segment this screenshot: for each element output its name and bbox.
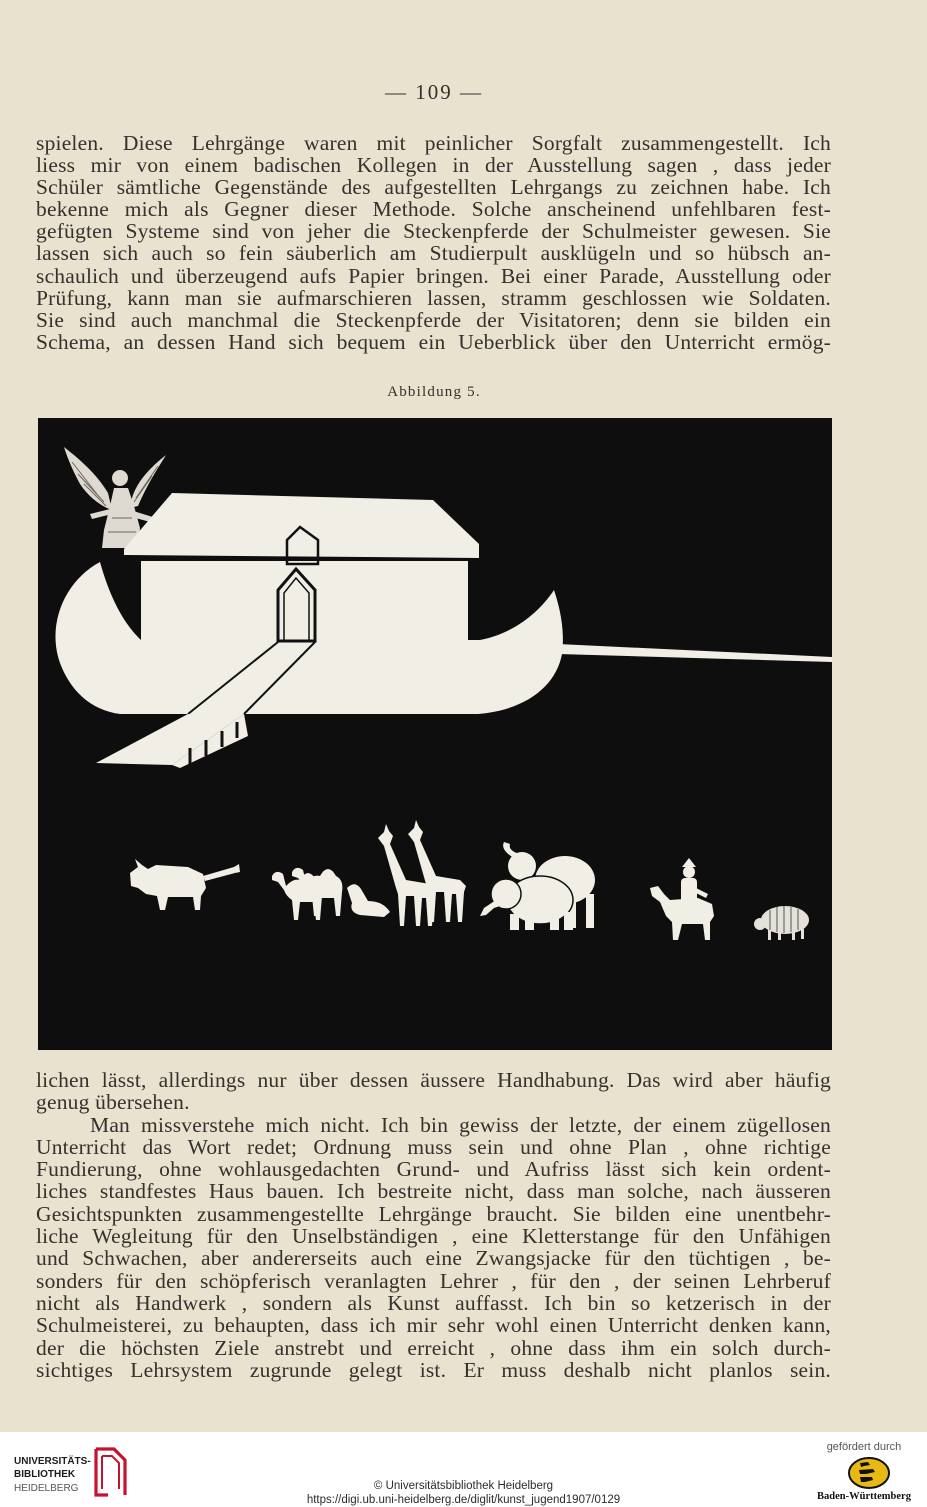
page-number: — 109 —	[385, 80, 483, 104]
text-line: sonders für den schöpferisch veranlagten Lehrer , für den , der seinen Lehrberuf	[36, 1268, 831, 1293]
text-line: Schema, an dessen Hand sich bequem ein Ueberblick über den Unterricht ermög-	[36, 329, 831, 354]
copyright-notice: © Universitätsbibliothek Heidelberg	[373, 1480, 554, 1492]
body-text-bottom	[36, 1069, 832, 1381]
text-line: Gesichtspunkten zusammengestellte Lehrgänge braucht. Sie bilden eine unentbehr-	[36, 1201, 831, 1226]
text-line: Prüfung, kann man sie aufmarschieren lassen, stramm geschlossen wie Soldaten.	[36, 285, 831, 310]
text-line: liches standfestes Haus bauen. Ich bestreite nicht, dass man solche, nach äusseren	[36, 1179, 831, 1204]
text-line: Man missverstehe mich nicht. Ich bin gewiss der letzte, der einem zügellosen	[90, 1112, 831, 1137]
text-line: schaulich und überzeugend aufs Papier bringen. Bei einer Parade, Ausstellung oder	[36, 263, 831, 288]
library-logo-line: HEIDELBERG	[14, 1483, 79, 1494]
text-line: spielen. Diese Lehrgänge waren mit peinlicher Sorgfalt zusammengestellt. Ich	[36, 131, 831, 155]
text-line: Schulmeisterei, zu behaupten, dass ich mir sehr wohl einen Unterricht denken kann,	[36, 1313, 831, 1338]
text-line: und Schwachen, aber andererseits auch eine Zwangsjacke für den tüchtigen , be-	[36, 1246, 831, 1271]
text-line: Schüler sämtliche Gegenstände des aufgestellten Lehrgangs zu zeichnen habe. Ich	[36, 175, 831, 200]
text-line: lassen sich auch so fein säuberlich am Studierpult ausklügeln und so hübsch an-	[36, 241, 831, 266]
text-line: Fundierung, ohne wohlausgedachten Grund- und Aufriss lässt sich kein ordent-	[36, 1157, 831, 1182]
source-url: https://digi.ub.uni-heidelberg.de/diglit/kunst_jugend1907/0129	[306, 1494, 621, 1506]
ark-roof	[124, 493, 479, 558]
body-text-top	[36, 132, 832, 353]
library-logo-line: UNIVERSITÄTS-	[14, 1456, 91, 1467]
text-line: genug übersehen.	[36, 1090, 190, 1115]
text-line: liess mir von einem badischen Kollegen in der Ausstellung sagen , dass jeder	[36, 153, 831, 178]
text-line: gefügten Systeme sind von jeher die Steckenpferde der Schulmeister gewesen. Sie	[36, 219, 831, 244]
coat-of-arms-icon	[846, 1456, 892, 1490]
text-line: lichen lässt, allerdings nur über dessen äussere Handhabung. Das wird aber häufig	[36, 1068, 831, 1092]
sponsor-label: gefördert durch	[826, 1441, 902, 1453]
text-line: der die höchsten Ziele anstrebt und erreicht , ohne dass ihm ein solch durch-	[36, 1335, 831, 1360]
library-logo-line: BIBLIOTHEK	[14, 1469, 76, 1480]
text-line: sichtiges Lehrsystem zugrunde gelegt ist. Er muss deshalb nicht planlos sein.	[36, 1357, 831, 1382]
sponsor-name: Baden-Württemberg	[817, 1491, 911, 1502]
figure-noahs-ark-cutout	[38, 418, 832, 1050]
figure-caption: Abbildung 5.	[387, 384, 481, 400]
text-line: Sie sind auch manchmal die Steckenpferde der Visitatoren; denn sie bilden ein	[36, 307, 831, 332]
text-line: bekenne mich als Gegner dieser Methode. Solche anscheinend unfehlbaren fest-	[36, 197, 831, 222]
text-line: liche Wegleitung für den Unselbständigen , eine Kletterstange für den Unfähigen	[36, 1224, 831, 1249]
text-line: nicht als Handwerk , sondern als Kunst auffasst. Ich bin so ketzerisch in der	[36, 1290, 831, 1315]
text-line: Unterricht das Wort redet; Ordnung muss sein und ohne Plan , ohne richtige	[36, 1134, 831, 1159]
